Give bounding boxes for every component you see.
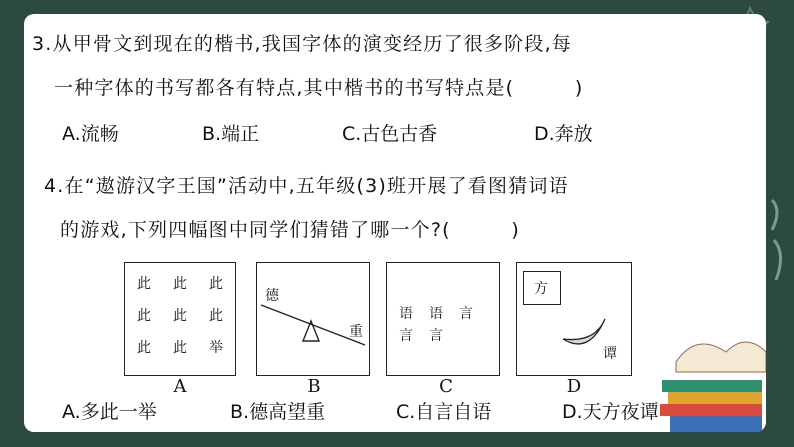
question-4-option-d[interactable]: D.天方夜谭 (562, 401, 659, 423)
question-3-option-d[interactable]: D.奔放 (534, 123, 593, 145)
panel-a-char: 此 (173, 308, 187, 324)
question-4-line-1: 4.在“遨游汉字王国”活动中,五年级(3)班开展了看图猜词语 (44, 175, 569, 197)
picture-panel-c (386, 262, 500, 376)
panel-a-char: 此 (209, 308, 223, 324)
panel-c-char: 语 (429, 306, 443, 322)
question-4-option-a[interactable]: A.多此一举 (62, 401, 157, 423)
book-stack-illustration (656, 322, 766, 432)
question-4-option-b[interactable]: B.德高望重 (230, 401, 326, 423)
panel-b-right-char: 重 (349, 324, 363, 340)
panel-b-caption: B (307, 376, 321, 397)
panel-c-char: 言 (399, 328, 413, 344)
panel-c-char: 言 (459, 306, 473, 322)
slide-page (24, 14, 766, 432)
question-3-line-2: 一种字体的书写都各有特点,其中楷书的书写特点是( ) (54, 77, 584, 99)
picture-panel-b (256, 262, 370, 376)
chalk-doodle-right (768, 180, 794, 300)
panel-a-char: 此 (209, 276, 223, 292)
panel-a-char: 此 (173, 340, 187, 356)
panel-c-char: 语 (399, 306, 413, 322)
panel-d-caption: D (566, 376, 582, 397)
panel-a-char: 此 (173, 276, 187, 292)
seesaw-drawing (257, 263, 368, 374)
question-4-option-c[interactable]: C.自言自语 (396, 401, 492, 423)
picture-panel-a (124, 262, 236, 376)
panel-d-moon-char: 谭 (603, 346, 617, 362)
panel-a-char: 此 (137, 340, 151, 356)
question-3-line-1: 3.从甲骨文到现在的楷书,我国字体的演变经历了很多阶段,每 (32, 33, 573, 55)
panel-c-char: 言 (429, 328, 443, 344)
panel-a-char: 此 (137, 308, 151, 324)
panel-a-char: 举 (209, 340, 223, 356)
panel-d-box-char: 方 (534, 281, 548, 297)
panel-b-left-char: 德 (265, 288, 279, 304)
question-3-option-b[interactable]: B.端正 (202, 123, 260, 145)
picture-panel-d (516, 262, 632, 376)
question-3-option-c[interactable]: C.古色古香 (342, 123, 438, 145)
panel-c-caption: C (439, 376, 453, 397)
question-4-line-2: 的游戏,下列四幅图中同学们猜错了哪一个?( ) (60, 219, 520, 241)
panel-a-char: 此 (137, 276, 151, 292)
question-3-option-a[interactable]: A.流畅 (62, 123, 119, 145)
panel-a-caption: A (173, 376, 187, 397)
